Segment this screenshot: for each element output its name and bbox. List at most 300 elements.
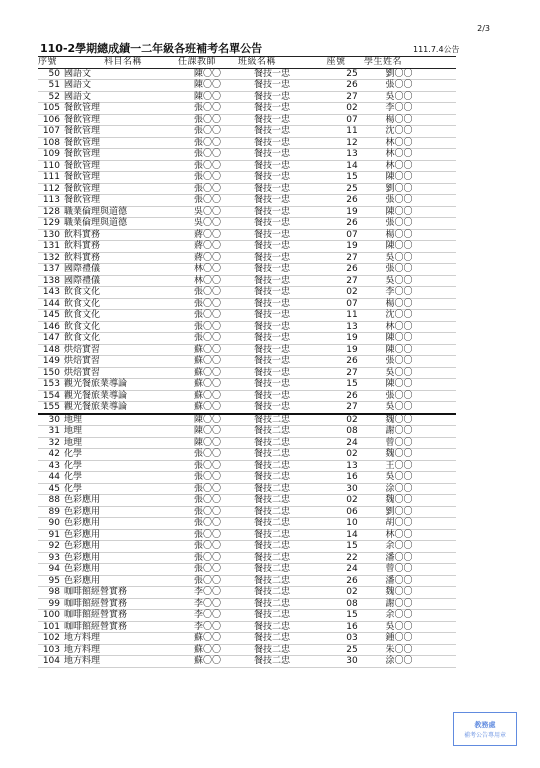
cell-student: 陳〇〇 bbox=[385, 344, 413, 355]
cell-student: 吳〇〇 bbox=[385, 621, 413, 632]
cell-seat: 15 bbox=[346, 541, 358, 551]
cell-student: 陳〇〇 bbox=[385, 333, 413, 343]
cell-student: 潘〇〇 bbox=[385, 575, 413, 586]
cell-teacher: 張〇〇 bbox=[194, 321, 222, 332]
table-row bbox=[38, 92, 456, 104]
cell-subject: 咖啡館經營實務 bbox=[64, 587, 128, 597]
cell-teacher: 張〇〇 bbox=[194, 287, 222, 297]
cell-subject: 飲料實務 bbox=[64, 252, 101, 263]
cell-seat: 25 bbox=[346, 183, 358, 194]
table-row bbox=[38, 333, 456, 345]
cell-teacher: 李〇〇 bbox=[194, 598, 222, 609]
cell-class: 餐技一忠 bbox=[254, 333, 291, 343]
table-row bbox=[38, 415, 456, 427]
cell-teacher: 李〇〇 bbox=[194, 587, 222, 597]
cell-teacher: 張〇〇 bbox=[194, 160, 222, 171]
cell-seat: 27 bbox=[346, 252, 358, 263]
cell-student: 吳〇〇 bbox=[385, 275, 413, 286]
cell-seat: 03 bbox=[346, 633, 358, 643]
cell-student: 林〇〇 bbox=[385, 137, 413, 148]
cell-teacher: 張〇〇 bbox=[194, 172, 222, 182]
cell-teacher: 張〇〇 bbox=[194, 518, 222, 528]
cell-subject: 國語文 bbox=[64, 80, 92, 90]
cell-student: 吳〇〇 bbox=[385, 252, 413, 263]
cell-no: 109 bbox=[42, 149, 60, 159]
cell-no: 44 bbox=[48, 472, 60, 482]
cell-class: 餐技二忠 bbox=[254, 621, 291, 632]
table-body bbox=[38, 69, 456, 668]
cell-subject: 飲食文化 bbox=[64, 310, 101, 320]
cell-class: 餐技一忠 bbox=[254, 183, 291, 194]
cell-class: 餐技一忠 bbox=[254, 91, 291, 102]
cell-teacher: 張〇〇 bbox=[194, 137, 222, 148]
cell-seat: 15 bbox=[346, 379, 358, 389]
cell-class: 餐技一忠 bbox=[254, 367, 291, 378]
cell-subject: 餐飲管理 bbox=[64, 172, 101, 182]
cell-student: 曾〇〇 bbox=[385, 437, 413, 448]
cell-class: 餐技一忠 bbox=[254, 402, 291, 412]
table-row bbox=[38, 599, 456, 611]
cell-class: 餐技二忠 bbox=[254, 633, 291, 643]
cell-subject: 國語文 bbox=[64, 91, 92, 102]
cell-student: 魏〇〇 bbox=[385, 414, 413, 425]
table-row bbox=[38, 495, 456, 507]
cell-no: 144 bbox=[42, 298, 60, 309]
table-row bbox=[38, 126, 456, 138]
cell-seat: 13 bbox=[346, 321, 358, 332]
cell-student: 張〇〇 bbox=[385, 356, 413, 366]
cell-subject: 地理 bbox=[64, 426, 83, 436]
cell-student: 吳〇〇 bbox=[385, 367, 413, 378]
cell-seat: 27 bbox=[346, 91, 358, 102]
table-row bbox=[38, 368, 456, 380]
cell-class: 餐技二忠 bbox=[254, 564, 291, 574]
table-row bbox=[38, 253, 456, 265]
cell-no: 112 bbox=[42, 183, 60, 194]
cell-teacher: 蔣〇〇 bbox=[194, 229, 222, 240]
cell-no: 128 bbox=[42, 206, 60, 217]
cell-subject: 化學 bbox=[64, 449, 83, 459]
table-row bbox=[38, 345, 456, 357]
cell-student: 吳〇〇 bbox=[385, 402, 413, 412]
cell-teacher: 張〇〇 bbox=[194, 449, 222, 459]
cell-teacher: 張〇〇 bbox=[194, 564, 222, 574]
cell-teacher: 陳〇〇 bbox=[194, 80, 222, 90]
cell-seat: 19 bbox=[346, 333, 358, 343]
cell-teacher: 張〇〇 bbox=[194, 149, 222, 159]
cell-student: 劉〇〇 bbox=[385, 68, 413, 79]
cell-student: 鍾〇〇 bbox=[385, 633, 413, 643]
table-row bbox=[38, 356, 456, 368]
cell-teacher: 張〇〇 bbox=[194, 483, 222, 494]
cell-teacher: 蘇〇〇 bbox=[194, 356, 222, 366]
cell-no: 92 bbox=[48, 541, 60, 551]
cell-class: 餐技一忠 bbox=[254, 241, 291, 251]
cell-student: 張〇〇 bbox=[385, 264, 413, 274]
cell-seat: 24 bbox=[346, 437, 358, 448]
cell-seat: 25 bbox=[346, 644, 358, 655]
cell-subject: 化學 bbox=[64, 483, 83, 494]
cell-class: 餐技二忠 bbox=[254, 437, 291, 448]
cell-teacher: 張〇〇 bbox=[194, 460, 222, 471]
cell-student: 楊〇〇 bbox=[385, 114, 413, 125]
cell-no: 102 bbox=[42, 633, 60, 643]
school-seal-stamp: 教務處 補考公告專用章 bbox=[453, 712, 517, 746]
cell-seat: 08 bbox=[346, 598, 358, 609]
cell-subject: 地理 bbox=[64, 414, 83, 425]
cell-class: 餐技一忠 bbox=[254, 114, 291, 125]
cell-seat: 24 bbox=[346, 564, 358, 574]
cell-student: 張〇〇 bbox=[385, 80, 413, 90]
cell-class: 餐技一忠 bbox=[254, 160, 291, 171]
cell-no: 31 bbox=[48, 426, 60, 436]
cell-teacher: 張〇〇 bbox=[194, 529, 222, 540]
cell-student: 李〇〇 bbox=[385, 103, 413, 113]
cell-student: 吳〇〇 bbox=[385, 472, 413, 482]
cell-subject: 飲食文化 bbox=[64, 287, 101, 297]
cell-no: 50 bbox=[48, 68, 60, 79]
cell-subject: 色彩應用 bbox=[64, 564, 101, 574]
cell-subject: 烘焙實習 bbox=[64, 367, 101, 378]
table-row bbox=[38, 656, 456, 668]
cell-class: 餐技二忠 bbox=[254, 472, 291, 482]
cell-seat: 26 bbox=[346, 575, 358, 586]
table-row bbox=[38, 218, 456, 230]
cell-class: 餐技一忠 bbox=[254, 264, 291, 274]
cell-student: 林〇〇 bbox=[385, 160, 413, 171]
cell-class: 餐技一忠 bbox=[254, 287, 291, 297]
cell-no: 145 bbox=[42, 310, 60, 320]
cell-seat: 26 bbox=[346, 80, 358, 90]
cell-teacher: 李〇〇 bbox=[194, 610, 222, 620]
cell-no: 100 bbox=[42, 610, 60, 620]
table-row bbox=[38, 69, 456, 81]
cell-seat: 02 bbox=[346, 449, 358, 459]
table-row bbox=[38, 195, 456, 207]
cell-no: 30 bbox=[48, 414, 60, 425]
cell-student: 王〇〇 bbox=[385, 460, 413, 471]
cell-teacher: 陳〇〇 bbox=[194, 437, 222, 448]
table-row bbox=[38, 138, 456, 150]
cell-no: 95 bbox=[48, 575, 60, 586]
cell-class: 餐技一忠 bbox=[254, 229, 291, 240]
cell-no: 105 bbox=[42, 103, 60, 113]
cell-student: 林〇〇 bbox=[385, 529, 413, 540]
cell-student: 楊〇〇 bbox=[385, 298, 413, 309]
table-row bbox=[38, 230, 456, 242]
page-title: 110-2學期總成績一二年級各班補考名單公告 bbox=[40, 42, 263, 55]
cell-class: 餐技一忠 bbox=[254, 356, 291, 366]
cell-subject: 職業倫理與道德 bbox=[64, 206, 128, 217]
cell-class: 餐技二忠 bbox=[254, 426, 291, 436]
cell-student: 沈〇〇 bbox=[385, 310, 413, 320]
cell-teacher: 林〇〇 bbox=[194, 275, 222, 286]
cell-seat: 25 bbox=[346, 68, 358, 79]
cell-student: 余〇〇 bbox=[385, 610, 413, 620]
cell-teacher: 蘇〇〇 bbox=[194, 379, 222, 389]
cell-teacher: 蘇〇〇 bbox=[194, 633, 222, 643]
cell-no: 107 bbox=[42, 126, 60, 136]
cell-seat: 19 bbox=[346, 206, 358, 217]
cell-teacher: 蘇〇〇 bbox=[194, 656, 222, 666]
cell-subject: 色彩應用 bbox=[64, 495, 101, 505]
cell-class: 餐技二忠 bbox=[254, 506, 291, 517]
cell-teacher: 陳〇〇 bbox=[194, 426, 222, 436]
cell-subject: 咖啡館經營實務 bbox=[64, 610, 128, 620]
cell-subject: 色彩應用 bbox=[64, 506, 101, 517]
cell-teacher: 張〇〇 bbox=[194, 575, 222, 586]
cell-no: 131 bbox=[42, 241, 60, 251]
cell-no: 149 bbox=[42, 356, 60, 366]
cell-no: 108 bbox=[42, 137, 60, 148]
header-seat: 座號 bbox=[326, 57, 346, 67]
cell-seat: 16 bbox=[346, 621, 358, 632]
table-row bbox=[38, 310, 456, 322]
table-row bbox=[38, 530, 456, 542]
cell-no: 88 bbox=[48, 495, 60, 505]
cell-teacher: 蔣〇〇 bbox=[194, 241, 222, 251]
header-teacher: 任課教師 bbox=[178, 57, 217, 67]
cell-no: 32 bbox=[48, 437, 60, 448]
cell-no: 148 bbox=[42, 344, 60, 355]
table-row bbox=[38, 322, 456, 334]
cell-student: 李〇〇 bbox=[385, 287, 413, 297]
cell-class: 餐技一忠 bbox=[254, 126, 291, 136]
cell-seat: 26 bbox=[346, 218, 358, 228]
cell-student: 謝〇〇 bbox=[385, 598, 413, 609]
cell-subject: 餐飲管理 bbox=[64, 114, 101, 125]
cell-teacher: 蘇〇〇 bbox=[194, 367, 222, 378]
cell-student: 陳〇〇 bbox=[385, 379, 413, 389]
cell-teacher: 李〇〇 bbox=[194, 621, 222, 632]
cell-class: 餐技二忠 bbox=[254, 460, 291, 471]
cell-subject: 餐飲管理 bbox=[64, 195, 101, 205]
cell-no: 154 bbox=[42, 390, 60, 401]
cell-class: 餐技二忠 bbox=[254, 644, 291, 655]
cell-seat: 07 bbox=[346, 298, 358, 309]
cell-subject: 餐飲管理 bbox=[64, 137, 101, 148]
cell-seat: 07 bbox=[346, 229, 358, 240]
cell-seat: 19 bbox=[346, 344, 358, 355]
cell-subject: 飲食文化 bbox=[64, 333, 101, 343]
cell-no: 137 bbox=[42, 264, 60, 274]
cell-subject: 地方料理 bbox=[64, 644, 101, 655]
cell-subject: 烘焙實習 bbox=[64, 344, 101, 355]
cell-class: 餐技一忠 bbox=[254, 149, 291, 159]
cell-class: 餐技一忠 bbox=[254, 137, 291, 148]
cell-subject: 地理 bbox=[64, 437, 83, 448]
makeup-exam-table bbox=[38, 56, 456, 668]
cell-seat: 27 bbox=[346, 275, 358, 286]
cell-class: 餐技二忠 bbox=[254, 495, 291, 505]
table-row bbox=[38, 264, 456, 276]
cell-class: 餐技一忠 bbox=[254, 206, 291, 217]
cell-teacher: 蘇〇〇 bbox=[194, 390, 222, 401]
cell-no: 52 bbox=[48, 91, 60, 102]
cell-seat: 11 bbox=[346, 310, 358, 320]
cell-no: 106 bbox=[42, 114, 60, 125]
cell-subject: 化學 bbox=[64, 460, 83, 471]
cell-student: 張〇〇 bbox=[385, 218, 413, 228]
cell-teacher: 陳〇〇 bbox=[194, 414, 222, 425]
cell-class: 餐技二忠 bbox=[254, 414, 291, 425]
cell-class: 餐技二忠 bbox=[254, 541, 291, 551]
cell-class: 餐技一忠 bbox=[254, 321, 291, 332]
cell-seat: 11 bbox=[346, 126, 358, 136]
cell-no: 129 bbox=[42, 218, 60, 228]
cell-subject: 飲食文化 bbox=[64, 321, 101, 332]
cell-seat: 07 bbox=[346, 114, 358, 125]
cell-teacher: 張〇〇 bbox=[194, 298, 222, 309]
cell-class: 餐技二忠 bbox=[254, 552, 291, 563]
cell-teacher: 張〇〇 bbox=[194, 310, 222, 320]
cell-subject: 餐飲管理 bbox=[64, 149, 101, 159]
cell-no: 111 bbox=[42, 172, 60, 182]
cell-subject: 國際禮儀 bbox=[64, 275, 101, 286]
cell-seat: 27 bbox=[346, 402, 358, 412]
page-number: 2/3 bbox=[477, 24, 490, 33]
cell-subject: 地方料理 bbox=[64, 633, 101, 643]
cell-no: 146 bbox=[42, 321, 60, 332]
cell-seat: 13 bbox=[346, 149, 358, 159]
table-row bbox=[38, 103, 456, 115]
cell-seat: 06 bbox=[346, 506, 358, 517]
table-row bbox=[38, 391, 456, 403]
header-no: 序號 bbox=[38, 57, 58, 67]
table-row bbox=[38, 287, 456, 299]
cell-class: 餐技一忠 bbox=[254, 310, 291, 320]
cell-class: 餐技二忠 bbox=[254, 529, 291, 540]
cell-teacher: 蔣〇〇 bbox=[194, 252, 222, 263]
cell-class: 餐技二忠 bbox=[254, 610, 291, 620]
table-row bbox=[38, 576, 456, 588]
table-row bbox=[38, 541, 456, 553]
cell-no: 147 bbox=[42, 333, 60, 343]
cell-seat: 30 bbox=[346, 483, 358, 494]
table-row bbox=[38, 276, 456, 288]
cell-student: 張〇〇 bbox=[385, 390, 413, 401]
cell-student: 楊〇〇 bbox=[385, 229, 413, 240]
header-class: 班級名稱 bbox=[238, 57, 277, 67]
cell-teacher: 張〇〇 bbox=[194, 183, 222, 194]
cell-teacher: 張〇〇 bbox=[194, 103, 222, 113]
cell-class: 餐技一忠 bbox=[254, 103, 291, 113]
cell-class: 餐技一忠 bbox=[254, 172, 291, 182]
cell-student: 謝〇〇 bbox=[385, 426, 413, 436]
cell-no: 51 bbox=[48, 80, 60, 90]
cell-no: 132 bbox=[42, 252, 60, 263]
table-row bbox=[38, 553, 456, 565]
table-row bbox=[38, 622, 456, 634]
cell-teacher: 蘇〇〇 bbox=[194, 344, 222, 355]
cell-student: 陳〇〇 bbox=[385, 172, 413, 182]
cell-seat: 10 bbox=[346, 518, 358, 528]
cell-seat: 14 bbox=[346, 160, 358, 171]
cell-seat: 27 bbox=[346, 367, 358, 378]
cell-student: 胡〇〇 bbox=[385, 518, 413, 528]
cell-no: 101 bbox=[42, 621, 60, 632]
table-row bbox=[38, 161, 456, 173]
cell-no: 130 bbox=[42, 229, 60, 240]
cell-class: 餐技二忠 bbox=[254, 518, 291, 528]
cell-teacher: 張〇〇 bbox=[194, 195, 222, 205]
cell-class: 餐技一忠 bbox=[254, 275, 291, 286]
cell-subject: 色彩應用 bbox=[64, 529, 101, 540]
cell-subject: 飲料實務 bbox=[64, 229, 101, 240]
cell-no: 90 bbox=[48, 518, 60, 528]
cell-student: 涂〇〇 bbox=[385, 483, 413, 494]
cell-class: 餐技二忠 bbox=[254, 483, 291, 494]
table-row bbox=[38, 426, 456, 438]
cell-student: 魏〇〇 bbox=[385, 449, 413, 459]
cell-teacher: 張〇〇 bbox=[194, 114, 222, 125]
cell-no: 153 bbox=[42, 379, 60, 389]
cell-no: 98 bbox=[48, 587, 60, 597]
table-row bbox=[38, 149, 456, 161]
cell-student: 林〇〇 bbox=[385, 321, 413, 332]
cell-student: 劉〇〇 bbox=[385, 506, 413, 517]
cell-no: 138 bbox=[42, 275, 60, 286]
cell-seat: 26 bbox=[346, 264, 358, 274]
cell-seat: 16 bbox=[346, 472, 358, 482]
cell-subject: 餐飲管理 bbox=[64, 160, 101, 171]
cell-subject: 色彩應用 bbox=[64, 541, 101, 551]
cell-seat: 02 bbox=[346, 103, 358, 113]
cell-subject: 咖啡館經營實務 bbox=[64, 598, 128, 609]
cell-seat: 14 bbox=[346, 529, 358, 540]
cell-no: 103 bbox=[42, 644, 60, 655]
cell-subject: 色彩應用 bbox=[64, 575, 101, 586]
cell-subject: 飲食文化 bbox=[64, 298, 101, 309]
cell-class: 餐技一忠 bbox=[254, 252, 291, 263]
cell-class: 餐技一忠 bbox=[254, 68, 291, 79]
table-row bbox=[38, 484, 456, 496]
cell-teacher: 張〇〇 bbox=[194, 472, 222, 482]
table-row bbox=[38, 172, 456, 184]
cell-class: 餐技二忠 bbox=[254, 656, 291, 666]
cell-class: 餐技二忠 bbox=[254, 598, 291, 609]
table-row bbox=[38, 207, 456, 219]
cell-student: 張〇〇 bbox=[385, 195, 413, 205]
table-row bbox=[38, 438, 456, 450]
cell-student: 劉〇〇 bbox=[385, 183, 413, 194]
cell-teacher: 蘇〇〇 bbox=[194, 644, 222, 655]
cell-no: 150 bbox=[42, 367, 60, 378]
cell-student: 魏〇〇 bbox=[385, 495, 413, 505]
cell-seat: 02 bbox=[346, 287, 358, 297]
cell-no: 43 bbox=[48, 460, 60, 471]
cell-student: 陳〇〇 bbox=[385, 241, 413, 251]
cell-seat: 08 bbox=[346, 426, 358, 436]
cell-teacher: 張〇〇 bbox=[194, 126, 222, 136]
cell-seat: 02 bbox=[346, 414, 358, 425]
cell-no: 93 bbox=[48, 552, 60, 563]
cell-subject: 化學 bbox=[64, 472, 83, 482]
cell-student: 吳〇〇 bbox=[385, 91, 413, 102]
cell-student: 林〇〇 bbox=[385, 149, 413, 159]
cell-no: 99 bbox=[48, 598, 60, 609]
cell-subject: 觀光餐旅業導論 bbox=[64, 390, 128, 401]
cell-seat: 02 bbox=[346, 587, 358, 597]
cell-teacher: 張〇〇 bbox=[194, 541, 222, 551]
cell-teacher: 蘇〇〇 bbox=[194, 402, 222, 412]
table-row bbox=[38, 115, 456, 127]
table-row bbox=[38, 449, 456, 461]
cell-class: 餐技二忠 bbox=[254, 449, 291, 459]
cell-subject: 色彩應用 bbox=[64, 518, 101, 528]
table-row bbox=[38, 241, 456, 253]
cell-student: 沈〇〇 bbox=[385, 126, 413, 136]
